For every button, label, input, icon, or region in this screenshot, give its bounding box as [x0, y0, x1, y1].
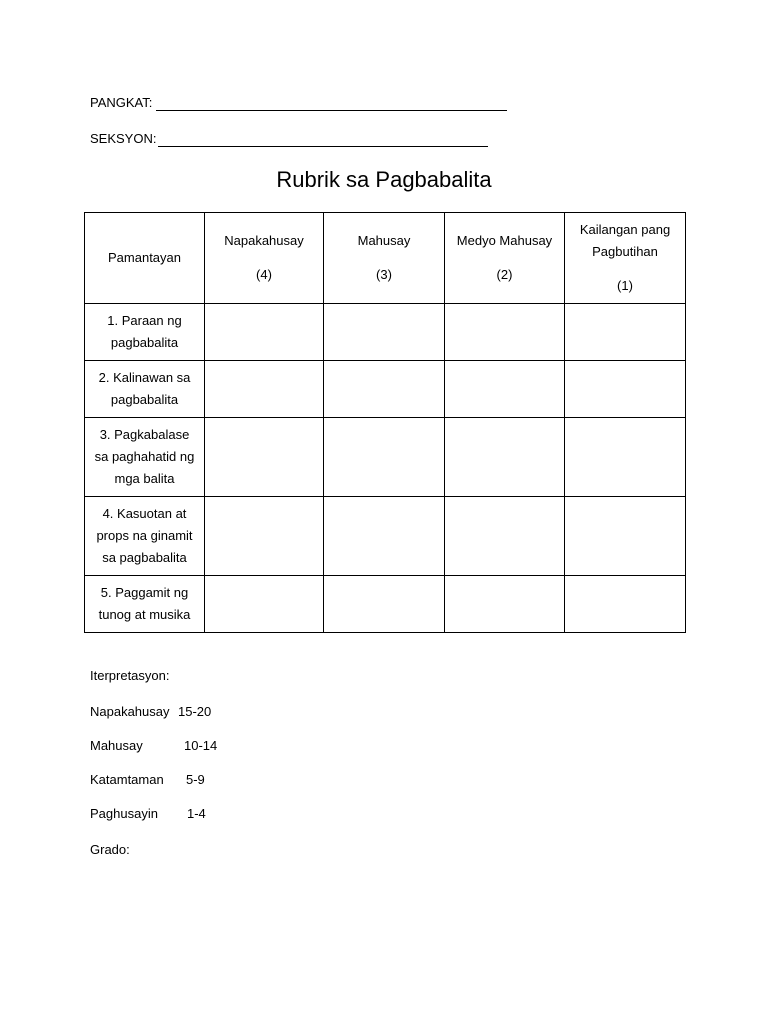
interpretation-item: [90, 704, 211, 720]
header-label-line1: Kailangan pang: [579, 222, 671, 237]
header-score: (3): [376, 267, 392, 282]
interpretation-range: 10-14: [184, 738, 218, 753]
header-label: Napakahusay: [224, 233, 304, 248]
criterion-text: sa paghahatid ng: [94, 449, 195, 464]
criterion-text: tunog at musika: [98, 607, 191, 622]
score-cell-4[interactable]: [205, 418, 324, 497]
criterion-text: 4. Kasuotan at: [102, 506, 187, 521]
table-row: [85, 361, 686, 418]
rubric-table: [84, 212, 686, 633]
page-title: Rubrik sa Pagbabalita: [276, 167, 492, 192]
score-cell-4[interactable]: [205, 576, 324, 633]
score-cell-2[interactable]: [445, 304, 565, 361]
score-cell-4[interactable]: [205, 361, 324, 418]
header-medyo-mahusay: [445, 213, 565, 304]
header-label: Pamantayan: [108, 250, 181, 265]
interpretation-item: [90, 738, 217, 754]
interpretation-label: Paghusayin: [90, 806, 158, 821]
score-cell-2[interactable]: [445, 418, 565, 497]
header-mahusay: [324, 213, 445, 304]
score-cell-4[interactable]: [205, 304, 324, 361]
criterion-text: props na ginamit: [96, 528, 193, 543]
interpretation-label: Mahusay: [90, 738, 143, 753]
header-label-line2: Pagbutihan: [592, 244, 658, 259]
grade-label: Grado:: [90, 842, 130, 857]
criterion-cell: [85, 497, 205, 576]
score-cell-2[interactable]: [445, 497, 565, 576]
score-cell-2[interactable]: [445, 361, 565, 418]
score-cell-3[interactable]: [324, 497, 445, 576]
score-cell-3[interactable]: [324, 418, 445, 497]
header-score: (4): [256, 267, 272, 282]
criterion-cell: [85, 576, 205, 633]
score-cell-1[interactable]: [565, 497, 686, 576]
interpretation-heading: Iterpretasyon:: [90, 668, 170, 683]
criterion-text: 1. Paraan ng: [107, 313, 182, 328]
table-row: [85, 497, 686, 576]
seksyon-label: SEKSYON:: [90, 131, 157, 146]
score-cell-2[interactable]: [445, 576, 565, 633]
table-row: [85, 304, 686, 361]
header-kailangan-pang-pagbutihan: [565, 213, 686, 304]
header-score: (1): [617, 278, 633, 293]
criterion-text: mga balita: [114, 471, 175, 486]
score-cell-3[interactable]: [324, 361, 445, 418]
seksyon-field: [90, 131, 488, 147]
pangkat-label: PANGKAT:: [90, 95, 153, 110]
header-napakahusay: [205, 213, 324, 304]
criterion-text: pagbabalita: [110, 335, 179, 350]
interpretation-range: 15-20: [178, 704, 212, 719]
criterion-cell: [85, 361, 205, 418]
criterion-text: 2. Kalinawan sa: [98, 370, 191, 385]
interpretation-range: 5-9: [186, 772, 205, 787]
score-cell-4[interactable]: [205, 497, 324, 576]
criterion-text: 3. Pagkabalase: [99, 427, 190, 442]
header-label: Medyo Mahusay: [456, 233, 553, 248]
interpretation-label: Katamtaman: [90, 772, 164, 787]
table-row: [85, 576, 686, 633]
pangkat-field: [90, 95, 507, 111]
criterion-text: 5. Paggamit ng: [100, 585, 189, 600]
criterion-cell: [85, 304, 205, 361]
criterion-text: sa pagbabalita: [102, 550, 187, 565]
interpretation-range: 1-4: [187, 806, 206, 821]
interpretation-item: [90, 806, 206, 822]
header-label: Mahusay: [357, 233, 411, 248]
seksyon-blank-line[interactable]: [158, 133, 488, 147]
score-cell-1[interactable]: [565, 361, 686, 418]
table-row: [85, 418, 686, 497]
criterion-cell: [85, 418, 205, 497]
table-header-row: [85, 213, 686, 304]
score-cell-3[interactable]: [324, 576, 445, 633]
header-score: (2): [496, 267, 513, 282]
score-cell-1[interactable]: [565, 418, 686, 497]
score-cell-3[interactable]: [324, 304, 445, 361]
pangkat-blank-line[interactable]: [156, 97, 507, 111]
score-cell-1[interactable]: [565, 304, 686, 361]
score-cell-1[interactable]: [565, 576, 686, 633]
interpretation-item: [90, 772, 205, 788]
interpretation-label: Napakahusay: [90, 704, 170, 719]
header-pamantayan: [85, 213, 205, 304]
criterion-text: pagbabalita: [110, 392, 179, 407]
